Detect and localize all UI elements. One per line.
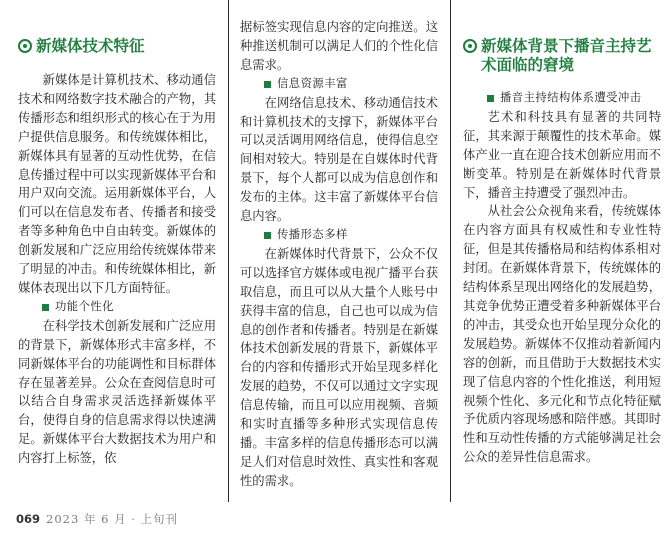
paragraph: 从社会公众视角来看，传统媒体在内容方面具有权威性和专业性特征，但是其传播格局和结构体系相对封闭。在新媒体背景下，传统媒体的结构体系呈现出网络化的发展趋势，其竞争优势正遭受着多种新媒体平台的冲击，其受众也开始呈现分众化的发展趋势。新媒体不仅推动着新闻内容的创新，而且借助于大数据技术实现了信息内容的个性化推送，利用短视频个性化、多元化和节点化特征赋予优质内容现场感和陪伴感。其即时性和互动性传播的方式能够满足社会公众的差异性信息需求。 bbox=[463, 204, 661, 465]
paragraph: 艺术和科技具有显著的共同特征，其来源于颠覆性的技术革命。媒体产业一直在迎合技术创新应用而不断变革。特别是在新媒体时代背景下，播音主持遭受了强烈冲击。 bbox=[463, 109, 661, 200]
square-bullet-icon bbox=[487, 95, 494, 102]
subheading-rich-resources bbox=[240, 75, 438, 94]
subheading-text: 播音主持结构体系遭受冲击 bbox=[500, 91, 642, 104]
paragraph: 新媒体是计算机技术、移动通信技术和网络数字技术融合的产物，其传播形态和组织形式的核心在于为用户提供信息服务。和传统媒体相比，新媒体具有显著的互动性优势，在信息传播过程中可以实现新媒体平台和用户双向交流。运用新媒体平台，人们可以在信息发布者、传播者和接受者等多种角色中自由转变。新媒体的创新发展和广泛应用给传统媒体带来了明显的冲击。和传统媒体相比，新媒体表现出以下几方面特征。 bbox=[18, 73, 216, 295]
subheading-diverse-forms bbox=[240, 226, 438, 245]
column-divider-right bbox=[450, 0, 451, 502]
heading-bullet-icon bbox=[463, 39, 477, 53]
paragraph: 在网络信息技术、移动通信技术和计算机技术的支撑下，新媒体平台可以灵活调用网络信息，使得信息空间相对较大。特别是在自媒体时代背景下，每个人都可以成为信息创作和发布的主体。这丰富了新媒体平台信息内容。 bbox=[240, 95, 438, 224]
subheading-function-personalization bbox=[18, 298, 216, 317]
square-bullet-icon bbox=[42, 304, 49, 311]
subheading-text: 功能个性化 bbox=[55, 299, 114, 313]
subheading-structure-impact bbox=[463, 89, 661, 108]
section-heading-dilemma bbox=[463, 37, 661, 75]
column-middle bbox=[240, 18, 438, 491]
square-bullet-icon bbox=[264, 232, 271, 239]
paragraph: 在科学技术创新发展和广泛应用的背景下，新媒体形式丰富多样，不同新媒体平台的功能调性和目标群体存在显著差异。公众在查阅信息时可以结合自身需求灵活选择新媒体平台，使得自身的信息需求得以快速满足。新媒体平台大数据技术为用户和内容打上标签，依 bbox=[18, 318, 216, 466]
section-heading-media-features bbox=[18, 37, 216, 56]
square-bullet-icon bbox=[264, 81, 271, 88]
page-footer bbox=[16, 511, 178, 527]
paragraph: 在新媒体时代背景下，公众不仅可以选择官方媒体或电视广播平台获取信息，而且可以从大量个人账号中获得丰富的信息，自己也可以成为信息的创作者和传播者。特别是在新媒体技术创新发展的背景下，新媒体平台的内容和传播形式开始呈现多样化发展的趋势，不仅可以通过文字实现信息传输，而且可以应用视频、音频和实时直播等多种形式实现信息传播。丰富多样的信息传播形态可以满足人们对信息时效性、真实性和客观性的需求。 bbox=[240, 246, 438, 488]
subheading-text: 传播形态多样 bbox=[277, 227, 348, 241]
paragraph: 据标签实现信息内容的定向推送。这种推送机制可以满足人们的个性化信息需求。 bbox=[240, 20, 438, 72]
column-left bbox=[18, 0, 216, 468]
heading-bullet-icon bbox=[18, 39, 32, 53]
heading-text: 新媒体技术特征 bbox=[36, 37, 145, 55]
subheading-text: 信息资源丰富 bbox=[277, 76, 348, 90]
issue-info: 2023 年 6 月 · 上旬刊 bbox=[46, 512, 179, 526]
page-number: 069 bbox=[16, 512, 41, 526]
column-divider-left bbox=[228, 0, 229, 502]
column-right bbox=[463, 0, 661, 467]
heading-text: 新媒体背景下播音主持艺术面临的窘境 bbox=[481, 37, 652, 74]
